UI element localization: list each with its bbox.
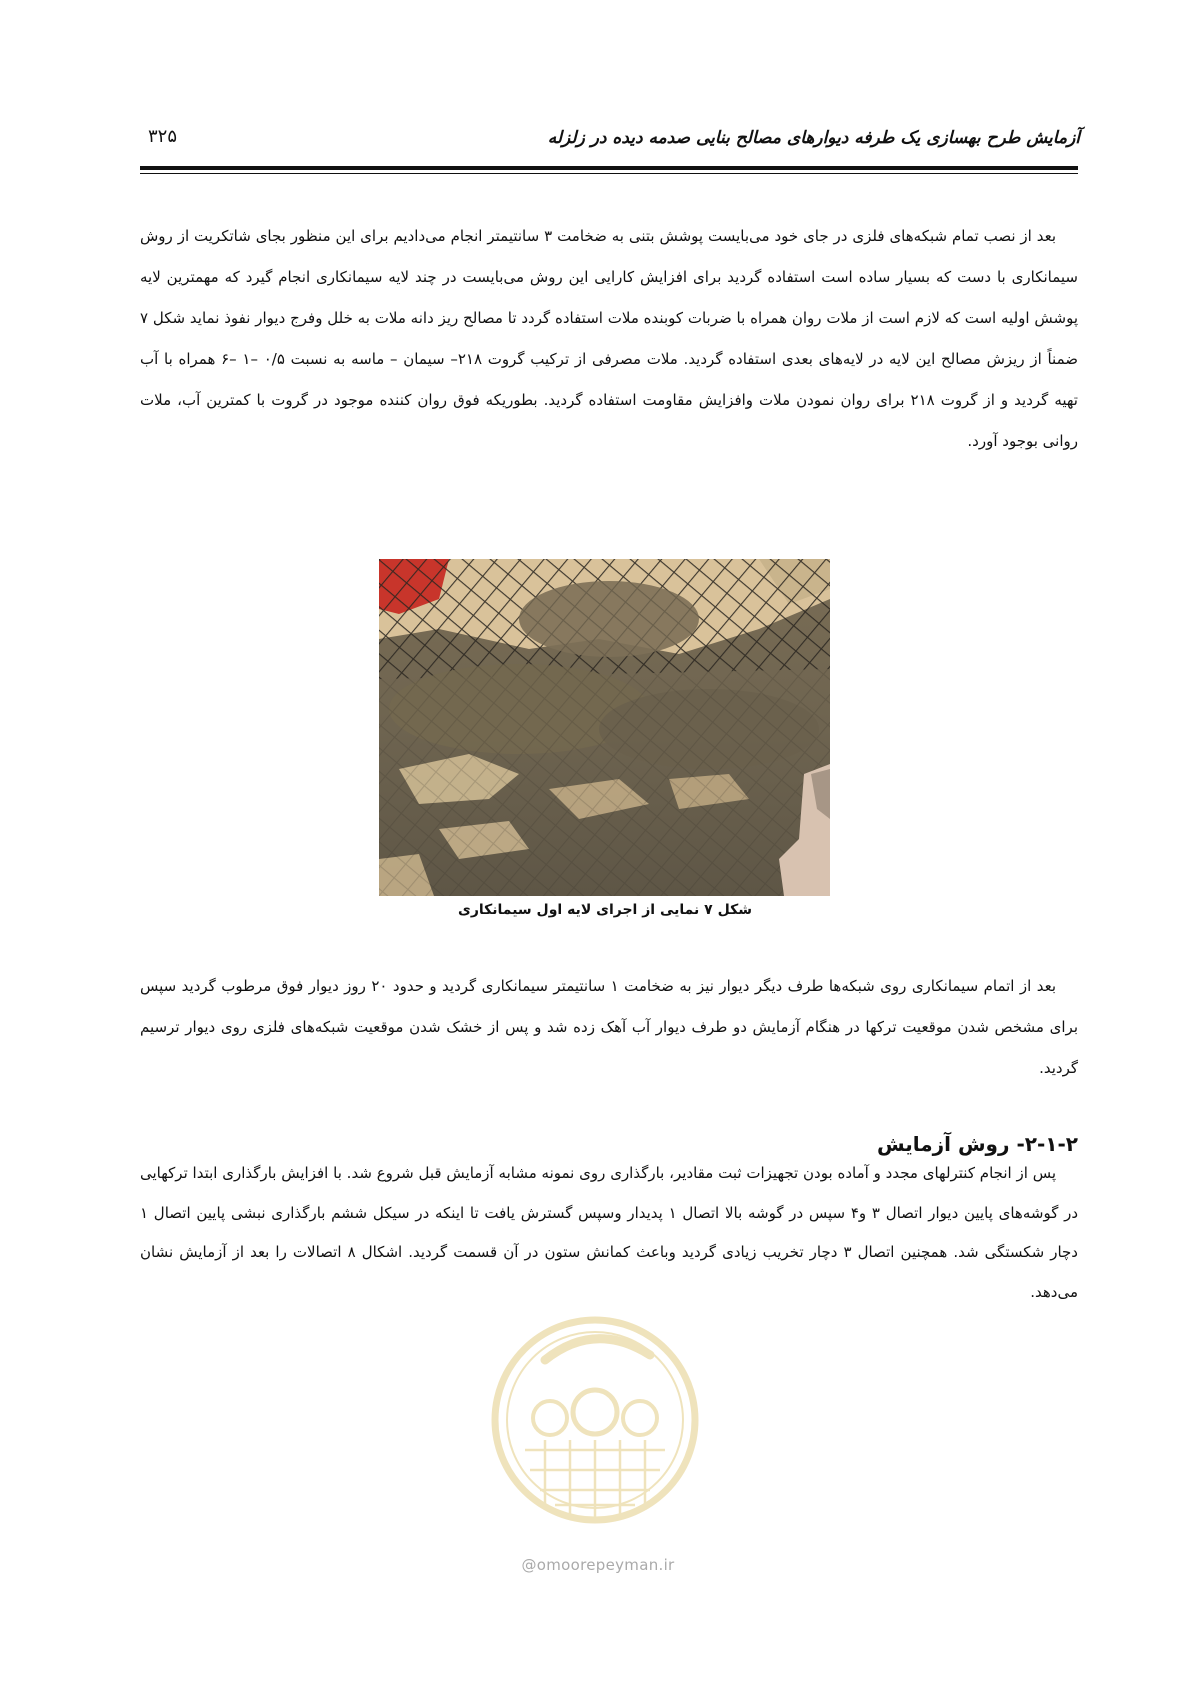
paragraph-2-text: بعد از اتمام سیمانکاری روی شبکه‌ها طرف دیگر دیوار نیز به ضخامت ۱ سانتیمتر سیمانکاری گردید و حدود ۲۰ روز دیوار فوق مرطوب گردید سپس برای مشخص شدن موقعیت ترکها در هنگام آزمایش دو طرف دیوار آب آهک زده شد و پس از خشک شدن موقعیت شبکه‌های فلزی روی دیوار ترسیم گردید.: [140, 977, 1078, 1077]
watermark-logo: [475, 1300, 715, 1560]
paragraph-1-text: بعد از نصب تمام شبکه‌های فلزی در جای خود می‌بایست پوشش بتنی به ضخامت ۳ سانتیمتر انجام می‌دادیم برای این منظور بجای شاتکریت از روش سیمانکاری با دست که بسیار ساده است استفاده گردید برای افزایش کارایی این روش می‌بایست در چند لایه سیمانکاری انجام گیرد که مهمترین لایه پوشش اولیه است که لازم است از ملات روان همراه با ضربات کوبنده ملات استفاده گردد تا مصالح ریز دانه ملات به خلل وفرج دیوار نفوذ نماید شکل ۷ ضمناً از ریزش مصالح این لایه در لایه‌های بعدی استفاده گردید. ملات مصرفی از ترکیب گروت ۲۱۸– سیمان – ماسه به نسبت ۰/۵ –۱ –۶ همراه با آب تهیه گردید و از گروت ۲۱۸ برای روان نمودن ملات وافزایش مقاومت استفاده گردید. بطوریکه فوق روان کننده موجود در گروت با کمترین آب، ملات روانی بوجود آورد.: [140, 227, 1078, 450]
cement-layer-photo-image: [379, 559, 830, 896]
paragraph-2: [140, 966, 1078, 1089]
header-rule-thin: [140, 173, 1078, 174]
page-number: ۳۲۵: [148, 126, 178, 147]
section-heading: ۲-۱-۲- روش آزمایش: [876, 1132, 1078, 1156]
paragraph-3: [140, 1154, 1078, 1312]
paragraph-1: [140, 216, 1078, 462]
running-title: آزمایش طرح بهسازی یک طرفه دیوارهای مصالح بنایی صدمه دیده در زلزله: [547, 128, 1080, 148]
watermark-url: @omoorepeyman.ir: [521, 1556, 675, 1574]
paragraph-3-text: پس از انجام کنترلهای مجدد و آماده بودن تجهیزات ثبت مقادیر، بارگذاری روی نمونه مشابه آزمایش قبل شروع شد. با افزایش بارگذاری ابتدا ترکهایی در گوشه‌های پایین دیوار اتصال ۳ و۴ سپس در گوشه بالا اتصال ۱ پدیدار وسپس گسترش یافت تا اینکه در سیکل ششم بارگذاری نبشی پایین اتصال ۱ دچار شکستگی شد. همچنین اتصال ۳ دچار تخریب زیادی گردید وباعث کمانش ستون در آن قسمت گردید. اشکال ۸ اتصالات را بعد از آزمایش نشان می‌دهد.: [140, 1164, 1078, 1301]
figure-7-caption: شکل ۷ نمایی از اجرای لایه اول سیمانکاری: [458, 902, 752, 918]
header-rule-thick: [140, 166, 1078, 170]
figure-7-photo: [379, 559, 830, 896]
